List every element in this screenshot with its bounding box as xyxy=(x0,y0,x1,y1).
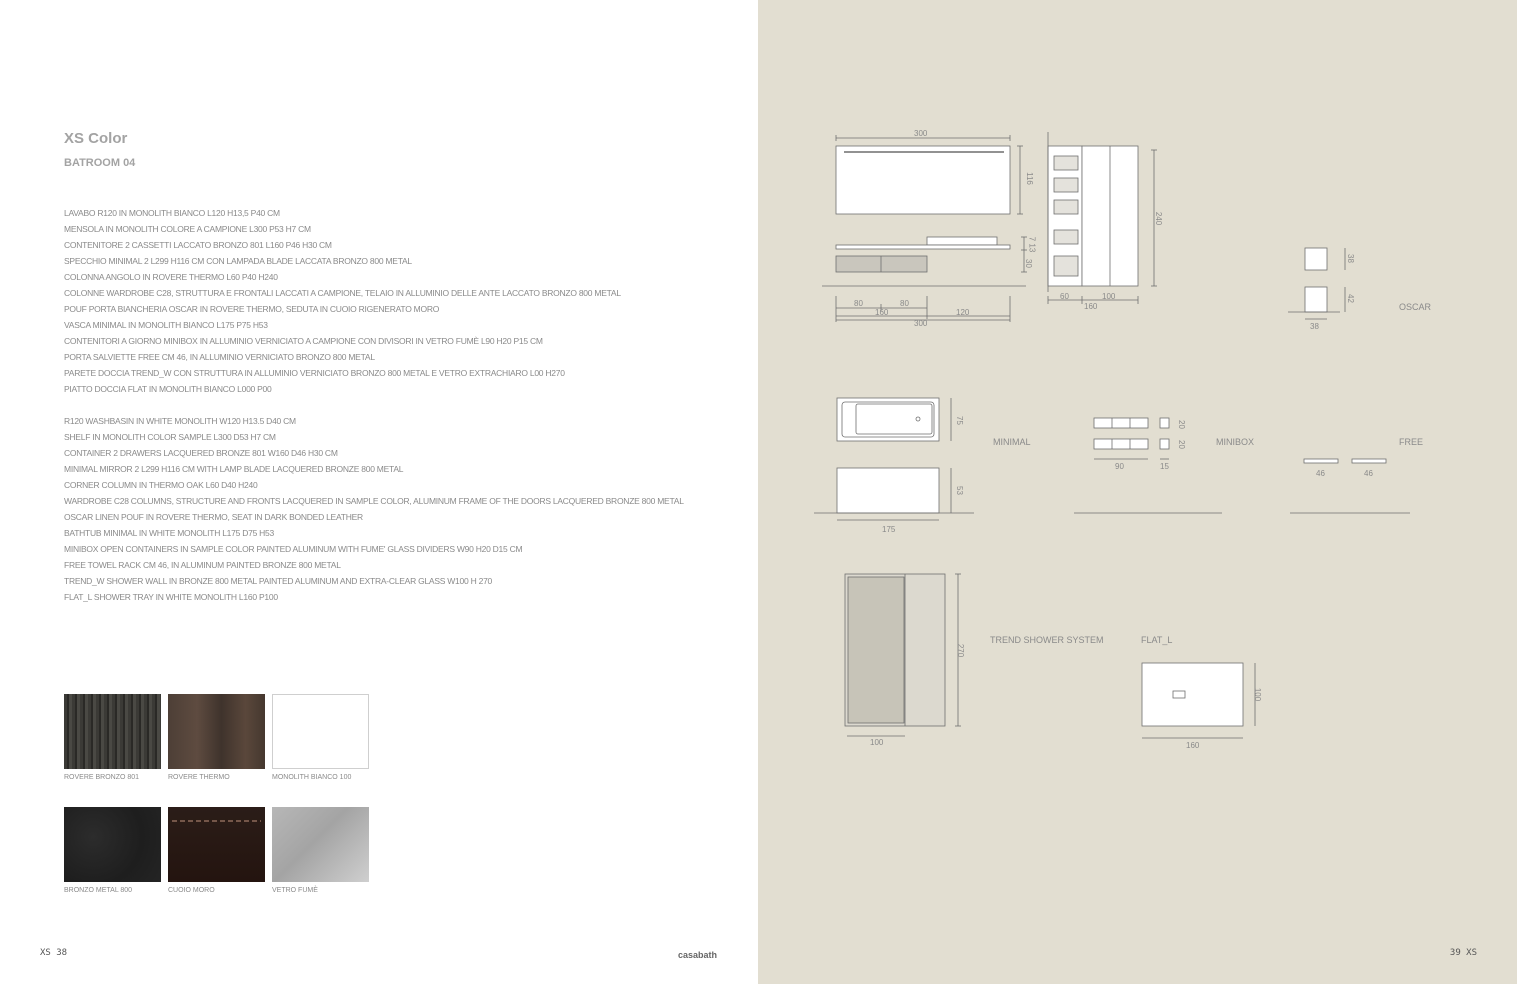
dim-label: 100 xyxy=(1253,687,1263,702)
spec-line-en: TREND_W SHOWER WALL IN BRONZE 800 METAL PAINTED ALUMINUM AND EXTRA-CLEAR GLASS W100 H 270 xyxy=(64,576,493,586)
page-number-right: 39 XS xyxy=(1449,948,1477,958)
dim-label: 30 xyxy=(1023,259,1033,268)
bathtub-drawing xyxy=(814,398,974,520)
left-page xyxy=(0,0,758,984)
dim-label: 300 xyxy=(914,129,928,138)
spec-line-en: FLAT_L SHOWER TRAY IN WHITE MONOLITH L160 P100 xyxy=(64,592,278,602)
spec-list xyxy=(64,207,684,607)
page-number-left: XS 38 xyxy=(40,948,68,958)
spec-line-en: BATHTUB MINIMAL IN WHITE MONOLITH L175 D75 H53 xyxy=(64,528,275,538)
dim-label: 100 xyxy=(1102,292,1116,301)
dim-label: 120 xyxy=(956,308,970,317)
dim-label: 175 xyxy=(882,525,896,534)
swatch-label: ROVERE BRONZO 801 xyxy=(64,774,140,781)
oscar-pouf-drawing xyxy=(1288,248,1345,319)
spec-line-it: VASCA MINIMAL IN MONOLITH BIANCO L175 P75 H53 xyxy=(64,320,268,330)
spec-line-en: FREE TOWEL RACK CM 46, IN ALUMINUM PAINTED BRONZE 800 METAL xyxy=(64,560,341,570)
swatch-label: MONOLITH BIANCO 100 xyxy=(272,774,352,781)
dim-label: 300 xyxy=(914,319,928,328)
spec-line-it: COLONNE WARDROBE C28, STRUTTURA E FRONTALI LACCATI A CAMPIONE, TELAIO IN ALLUMINIO DELLE ANTE LACCATO BRONZO 800 METAL xyxy=(64,288,621,298)
spec-line-en: MINIMAL MIRROR 2 L299 H116 CM WITH LAMP BLADE LACQUERED BRONZE 800 METAL xyxy=(64,464,404,474)
spec-line-it: POUF PORTA BIANCHERIA OSCAR IN ROVERE THERMO, SEDUTA IN CUOIO RIGENERATO MORO xyxy=(64,304,440,314)
spec-line-en: CORNER COLUMN IN THERMO OAK L60 D40 H240 xyxy=(64,480,258,490)
dim-label: 7 13 xyxy=(1027,236,1037,253)
spec-line-it: MENSOLA IN MONOLITH COLORE A CAMPIONE L300 P53 H7 CM xyxy=(64,224,311,234)
dim-label: 46 xyxy=(1364,469,1373,478)
dim-label: 160 xyxy=(875,308,889,317)
minibox-drawing xyxy=(1074,418,1222,513)
right-page xyxy=(758,0,1517,984)
dim-label: 240 xyxy=(1154,211,1164,226)
dim-label: 15 xyxy=(1160,462,1169,471)
dim-label: 53 xyxy=(954,486,964,495)
dim-label: 75 xyxy=(954,416,964,425)
swatch-label: ROVERE THERMO xyxy=(168,774,230,781)
spec-line-en: R120 WASHBASIN IN WHITE MONOLITH W120 H13.5 D40 CM xyxy=(64,416,296,426)
stitching-icon xyxy=(168,815,265,827)
page-subtitle: BATROOM 04 xyxy=(64,157,136,169)
dim-label: 90 xyxy=(1115,462,1124,471)
spec-line-it: PORTA SALVIETTE FREE CM 46, IN ALLUMINIO VERNICIATO BRONZO 800 METAL xyxy=(64,352,375,362)
dim-label: 116 xyxy=(1024,172,1034,185)
brand-logo: casabath xyxy=(678,950,718,960)
mirror-drawing xyxy=(836,135,1023,214)
spec-line-it: PIATTO DOCCIA FLAT IN MONOLITH BIANCO L000 P00 xyxy=(64,384,272,394)
spec-line-it: CONTENITORI A GIORNO MINIBOX IN ALLUMINIO VERNICIATO A CAMPIONE CON DIVISORI IN VETRO FUMÈ L90 H20 P15 CM xyxy=(64,336,543,346)
spec-line-it: SPECCHIO MINIMAL 2 L299 H116 CM CON LAMPADA BLADE LACCATA BRONZO 800 METAL xyxy=(64,256,412,266)
product-label-minibox: MINIBOX xyxy=(1216,437,1255,447)
wardrobe-drawing xyxy=(1048,132,1157,304)
dim-label: 160 xyxy=(1084,302,1098,311)
spec-line-en: WARDROBE C28 COLUMNS, STRUCTURE AND FRONTS LACQUERED IN SAMPLE COLOR, ALUMINUM FRAME OF THE DOORS LACQUERED BRONZE 800 METAL xyxy=(64,496,684,506)
dim-label: 46 xyxy=(1316,469,1325,478)
flat-tray-drawing xyxy=(1142,663,1255,738)
swatch-label: BRONZO METAL 800 xyxy=(64,887,133,894)
swatch-rovere-bronzo-801 xyxy=(64,694,161,769)
swatch-bronzo-metal-800 xyxy=(64,807,161,882)
product-label-oscar: OSCAR xyxy=(1399,302,1432,312)
dim-label: 80 xyxy=(854,299,863,308)
dim-label: 80 xyxy=(900,299,909,308)
dim-label: 160 xyxy=(1186,741,1200,750)
spec-line-it: PARETE DOCCIA TREND_W CON STRUTTURA IN ALLUMINIO VERNICIATO BRONZO 800 METAL E VETRO EXTRACHIARO L00 H270 xyxy=(64,368,565,378)
product-label-trend: TREND SHOWER SYSTEM xyxy=(990,635,1104,645)
spec-line-it: LAVABO R120 IN MONOLITH BIANCO L120 H13,5 P40 CM xyxy=(64,208,280,218)
page-title: XS Color xyxy=(64,130,128,147)
product-label-flat: FLAT_L xyxy=(1141,635,1173,645)
free-towel-rack-drawing xyxy=(1290,459,1410,513)
dim-label: 38 xyxy=(1345,254,1355,263)
spec-line-en: CONTAINER 2 DRAWERS LACQUERED BRONZE 801 W160 D46 H30 CM xyxy=(64,448,338,458)
spec-line-en: MINIBOX OPEN CONTAINERS IN SAMPLE COLOR PAINTED ALUMINUM WITH FUME' GLASS DIVIDERS W90 H20 D15 CM xyxy=(64,544,523,554)
swatch-cuoio-moro xyxy=(168,807,265,882)
spec-line-en: OSCAR LINEN POUF IN ROVERE THERMO, SEAT IN DARK BONDED LEATHER xyxy=(64,512,363,522)
dim-label: 100 xyxy=(870,738,884,747)
dim-label: 20 xyxy=(1176,440,1186,449)
dim-label: 20 xyxy=(1176,420,1186,429)
swatch-rovere-thermo xyxy=(168,694,265,769)
technical-drawings xyxy=(758,0,1517,984)
spec-line-it: COLONNA ANGOLO IN ROVERE THERMO L60 P40 H240 xyxy=(64,272,278,282)
dim-label: 38 xyxy=(1310,322,1319,331)
swatch-label: VETRO FUMÈ xyxy=(272,887,318,894)
trend-shower-drawing xyxy=(845,574,961,736)
swatch-monolith-bianco-100 xyxy=(272,694,369,769)
swatch-vetro-fume xyxy=(272,807,369,882)
dim-label: 60 xyxy=(1060,292,1069,301)
spec-line-it: CONTENITORE 2 CASSETTI LACCATO BRONZO 801 L160 P46 H30 CM xyxy=(64,240,332,250)
dim-label: 270 xyxy=(956,643,966,658)
product-label-minimal: MINIMAL xyxy=(993,437,1031,447)
swatch-label: CUOIO MORO xyxy=(168,887,215,894)
product-label-free: FREE xyxy=(1399,437,1424,447)
shelf-container-drawing xyxy=(822,237,1027,322)
spec-line-en: SHELF IN MONOLITH COLOR SAMPLE L300 D53 H7 CM xyxy=(64,432,276,442)
dim-label: 42 xyxy=(1345,294,1355,303)
